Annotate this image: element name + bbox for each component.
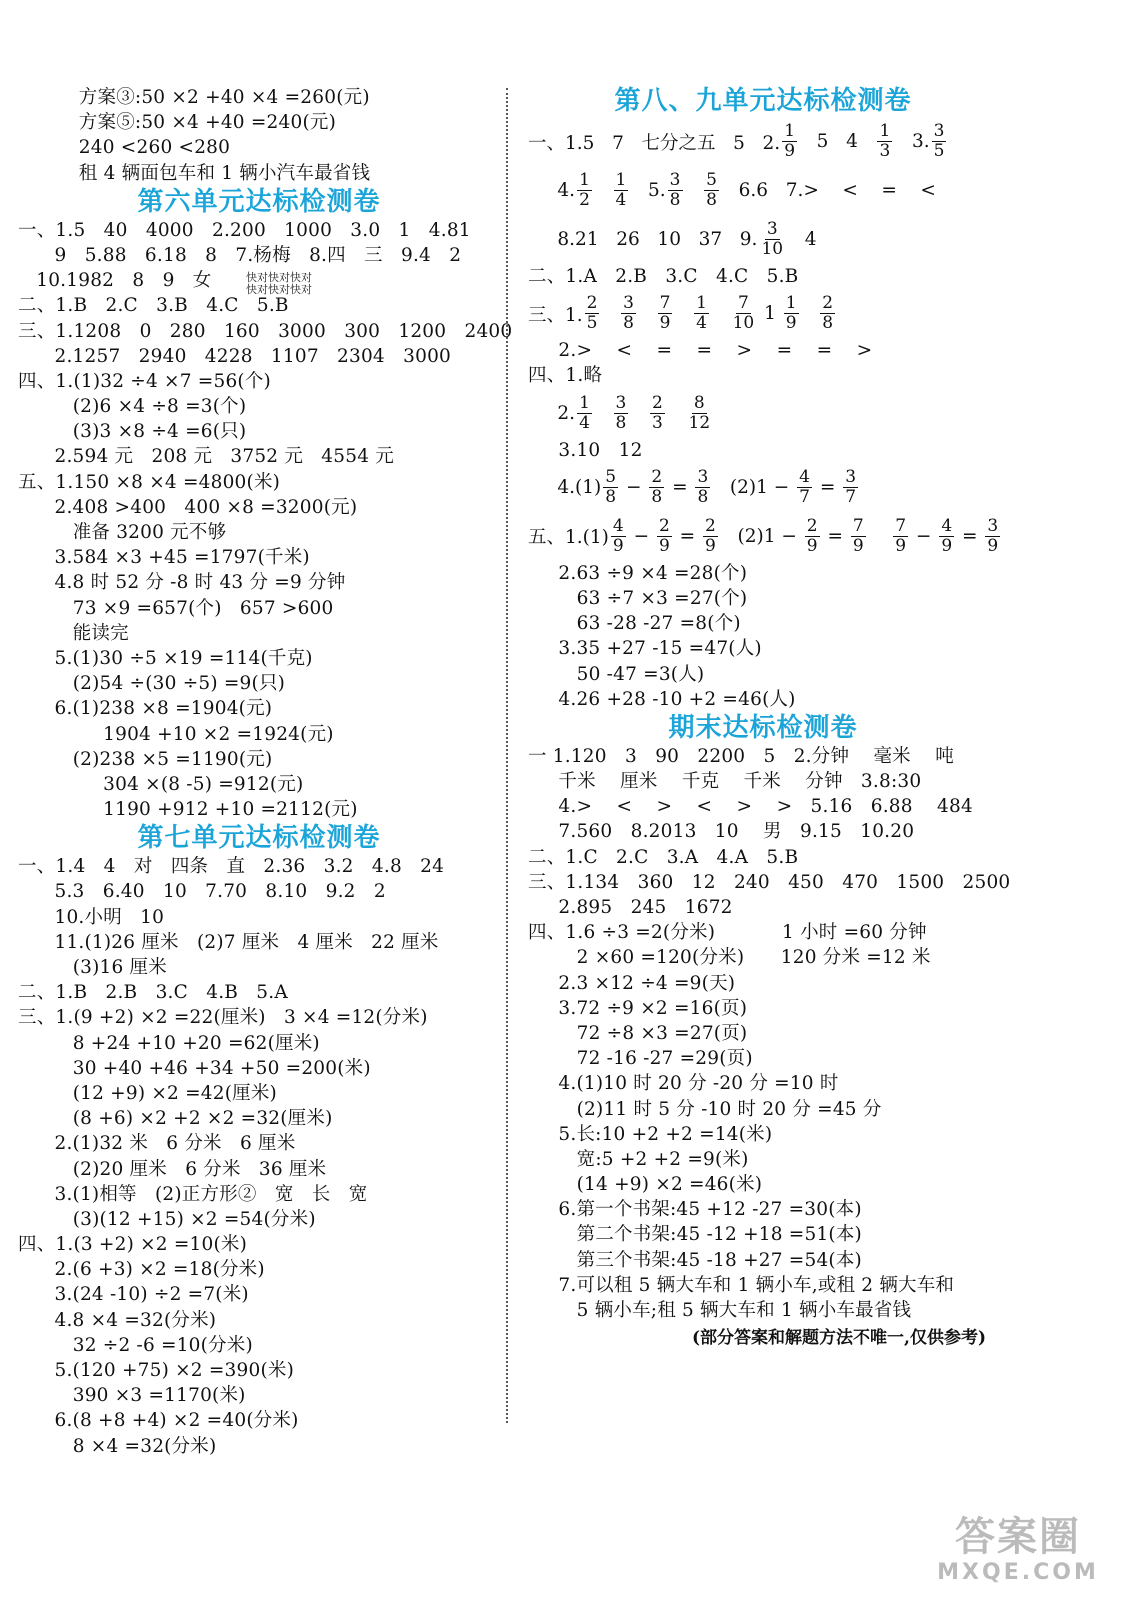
answer-line: 租 4 辆面包车和 1 辆小汽车最省钱: [18, 162, 371, 184]
fraction: $\frac{2}{8}$: [822, 293, 834, 334]
fraction: $\frac{1}{4}$: [615, 170, 627, 210]
answer-line: (3)3 ×8 ÷4 =6(只): [18, 421, 247, 443]
answer-line: 2.1257 2940 4228 1107 2304 3000: [18, 345, 452, 367]
answer-text: 1: [758, 303, 782, 325]
fraction: $\frac{1}{4}$: [579, 392, 590, 433]
fraction: $\frac{3}{5}$: [933, 121, 945, 161]
final-block: [528, 744, 1011, 1323]
answer-line: 二、1.B 2.C 3.B 4.C 5.B: [18, 295, 289, 317]
answer-line: (2)54 ÷(30 ÷5) =9(只): [18, 673, 286, 695]
answer-line: 2.408 >400 400 ×8 =3200(元): [18, 496, 358, 518]
answer-line: 3.584 ×3 +45 =1797(千米): [18, 547, 310, 569]
answer-text: 6.6 7.> < = <: [720, 180, 936, 201]
answer-line: 四、1.(1)32 ÷4 ×7 =56(个): [18, 370, 271, 392]
answer-line: 4.26 +28 -10 +2 =46(人): [528, 688, 796, 710]
answer-text: 8.21 26 10 37 9.: [528, 229, 758, 250]
answer-line: 9 5.88 6.18 8 7.杨梅 8.四 三 9.4 2: [18, 244, 462, 266]
answer-line: (12 +9) ×2 =42(厘米): [18, 1082, 277, 1104]
fraction: $\frac{4}{7}$: [799, 466, 810, 507]
fraction: $\frac{1}{4}$: [696, 293, 707, 334]
answer-line: 第二个书架:45 -12 +18 =51(本): [528, 1224, 862, 1246]
answer-line: (3)16 厘米: [18, 957, 167, 978]
fraction: $\frac{2}{9}$: [705, 515, 716, 556]
answer-line: (2)11 时 5 分 -10 时 20 分 =45 分: [528, 1098, 882, 1120]
answer-line: 方案⑤:50 ×4 +40 =240(元): [18, 112, 336, 134]
fraction: $\frac{3}{8}$: [615, 392, 627, 433]
answer-text: 5 4: [799, 131, 876, 152]
answer-line: 准备 3200 元不够: [18, 522, 227, 543]
right-column: [528, 85, 1011, 1353]
fraction: $\frac{1}{2}$: [579, 170, 590, 210]
answer-line: 390 ×3 =1170(米): [18, 1385, 246, 1407]
answer-line: 2.(6 +3) ×2 =18(分米): [18, 1259, 265, 1281]
answer-text: (2)1 −: [719, 525, 803, 547]
answer-line: 3.(1)相等 (2)正方形② 宽 长 宽: [18, 1183, 368, 1205]
fraction: $\frac{2}{8}$: [651, 466, 663, 507]
section-title-unit89: 第八、九单元达标检测卷: [614, 86, 912, 116]
fraction: $\frac{1}{9}$: [784, 121, 796, 161]
answer-line: 千米 厘米 千克 千米 分钟 3.8:30: [528, 771, 922, 793]
answer-text: (2)1 −: [712, 476, 796, 498]
answer-row: [528, 389, 998, 438]
answer-line: 3.(24 -10) ÷2 =7(米): [18, 1284, 249, 1306]
answer-line: 5.3 6.40 10 7.70 8.10 9.2 2: [18, 881, 386, 903]
answer-line: 5.(1)30 ÷5 ×19 =114(千克): [18, 647, 313, 669]
left-column: [18, 85, 513, 1459]
answer-row: [528, 166, 998, 215]
answer-line: 3.10 12: [528, 439, 643, 461]
watermark-text: 答案圈: [955, 1514, 1081, 1560]
answer-line: 6.第一个书架:45 +12 -27 =30(本): [528, 1199, 862, 1221]
fraction: $\frac{3}{8}$: [623, 293, 634, 334]
scribble-line: 快对快对快对: [246, 282, 312, 296]
answer-line: 73 ×9 =657(个) 657 >600: [18, 597, 334, 619]
answer-line: 8 +24 +10 +20 =62(厘米): [18, 1032, 320, 1054]
fraction: $\frac{3}{8}$: [669, 170, 681, 210]
section-title-unit6: 第六单元达标检测卷: [137, 186, 381, 217]
answer-text: 4: [787, 229, 817, 250]
answer-text: 5.: [630, 180, 666, 201]
fraction: $\frac{7}{9}$: [659, 293, 671, 334]
answer-line: 240 <260 <280: [18, 137, 231, 159]
answer-line: 能读完: [18, 622, 129, 644]
answer-line: 8 ×4 =32(分米): [18, 1435, 217, 1457]
fraction: $\frac{2}{5}$: [586, 293, 598, 334]
watermark-logo: [918, 1514, 1118, 1590]
footnote: (部分答案和解题方法不唯一,仅供参考): [691, 1328, 986, 1349]
answer-text: 三、1.: [528, 304, 583, 326]
answer-line: 30 +40 +46 +34 +50 =200(米): [18, 1057, 371, 1079]
answer-text: 4.: [528, 180, 576, 201]
answer-line: 2.895 245 1672: [528, 897, 733, 918]
fraction: $\frac{5}{8}$: [706, 170, 717, 210]
answer-text: 一、1.5 7 七分之五 5 2.: [528, 132, 781, 154]
answer-line: 4.8 ×4 =32(分米): [18, 1309, 217, 1331]
answer-line: 2.63 ÷9 ×4 =28(个): [528, 562, 748, 584]
answer-line: 二、1.B 2.B 3.C 4.B 5.A: [18, 982, 288, 1004]
answer-line: 50 -47 =3(人): [528, 663, 705, 685]
answer-line: 2.(1)32 米 6 分米 6 厘米: [18, 1133, 296, 1155]
answer-line: 10.小明 10: [18, 906, 165, 928]
answer-line: 5 辆小车;租 5 辆大车和 1 辆小车最省钱: [528, 1300, 912, 1321]
answer-line: 32 ÷2 -6 =10(分米): [18, 1334, 253, 1356]
fraction: $\frac{4}{9}$: [612, 515, 624, 556]
answer-line: 1190 +912 +10 =2112(元): [18, 799, 358, 821]
answer-line: (8 +6) ×2 +2 ×2 =32(厘米): [18, 1108, 333, 1130]
answer-line: 6.(1)238 ×8 =1904(元): [18, 698, 273, 720]
answer-line: 4.> < > < > > 5.16 6.88 484: [528, 796, 973, 818]
unit6-block: [18, 218, 513, 823]
answer-line: 11.(1)26 厘米 (2)7 厘米 4 厘米 22 厘米: [18, 931, 439, 953]
answer-text: 3.: [894, 131, 930, 152]
fraction: $\frac{3}{9}$: [987, 515, 999, 556]
answer-line: 二、1.C 2.C 3.A 4.A 5.B: [528, 846, 799, 868]
answer-line: 304 ×(8 -5) =912(元): [18, 773, 304, 795]
answer-line: (2)20 厘米 6 分米 36 厘米: [18, 1158, 327, 1180]
answer-line: (2)238 ×5 =1190(元): [18, 748, 273, 770]
answer-line: 10.1982 8 9 女: [18, 270, 212, 292]
answer-row: [528, 215, 998, 264]
answer-line: 三、1.1208 0 280 160 3000 300 1200 2400: [18, 320, 513, 342]
answer-line: 63 ÷7 ×3 =27(个): [528, 587, 748, 609]
answer-line: 2 ×60 =120(分米) 120 分米 =12 米: [528, 947, 931, 969]
fraction: $\frac{3}{7}$: [845, 466, 857, 507]
answer-line: 四、1.略: [528, 365, 603, 387]
answer-line: 一、1.5 40 4000 2.200 1000 3.0 1 4.81: [18, 219, 471, 241]
answer-line: 3.72 ÷9 ×2 =16(页): [528, 997, 748, 1019]
answer-text: 2.: [528, 402, 576, 424]
answer-line: 四、1.(3 +2) ×2 =10(米): [18, 1234, 248, 1256]
answer-line: 4.8 时 52 分 -8 时 43 分 =9 分钟: [18, 572, 346, 594]
answer-line: 2.3 ×12 ÷4 =9(天): [528, 972, 736, 994]
answer-line: 方案③:50 ×2 +40 ×4 =260(元): [18, 87, 370, 108]
fraction: $\frac{1}{3}$: [879, 121, 891, 161]
answer-line: 5.(120 +75) ×2 =390(米): [18, 1360, 294, 1381]
fraction: $\frac{8}{12}$: [688, 392, 711, 433]
answer-line: 6.(8 +8 +4) ×2 =40(分米): [18, 1410, 299, 1432]
fraction: $\frac{4}{9}$: [941, 515, 953, 556]
answer-line: 7.可以租 5 辆大车和 1 辆小车,或租 2 辆大车和: [528, 1274, 955, 1296]
answer-row: 五、1.(1) $\frac{4}{9}$ − $\frac{2}{9}$ = $\frac{2}{9}$ (2)1 − $\frac{2}{9}$ = $\frac{7}{9}$ $\frac{7}{9}$ − $\frac{4}{9}$ = $\frac{3}{9}$: [528, 515, 999, 556]
answer-line: 7.560 8.2013 10 男 9.15 10.20: [528, 821, 915, 843]
fraction: $\frac{2}{3}$: [652, 392, 663, 433]
column-divider: [506, 88, 508, 1423]
unit89-lines: [528, 561, 998, 712]
answer-line: (14 +9) ×2 =46(米): [528, 1174, 763, 1196]
answer-line: 1904 +10 ×2 =1924(元): [18, 723, 334, 745]
fraction: $\frac{1}{9}$: [785, 293, 797, 334]
answer-line: 三、1.134 360 12 240 450 470 1500 2500: [528, 871, 1011, 893]
answer-line: 72 -16 -27 =29(页): [528, 1048, 753, 1070]
answer-row: [528, 289, 998, 338]
intro-block: [18, 85, 500, 186]
answer-line: 72 ÷8 ×3 =27(页): [528, 1022, 748, 1044]
answer-line: (3)(12 +15) ×2 =54(分米): [18, 1208, 316, 1230]
fraction: $\frac{7}{9}$: [852, 515, 864, 556]
unit7-block: [18, 854, 500, 1459]
fraction: $\frac{3}{8}$: [697, 466, 709, 507]
fraction: $\frac{7}{9}$: [895, 515, 907, 556]
answer-line: 一 1.120 3 90 2200 5 2.分钟 毫米 吨: [528, 745, 954, 767]
answer-row: [528, 117, 998, 166]
watermark-url: MXQE.COM: [937, 1560, 1099, 1585]
answer-line: 四、1.6 ÷3 =2(分米) 1 小时 =60 分钟: [528, 922, 927, 944]
answer-text: 4.(1): [528, 476, 602, 498]
answer-line: 一、1.4 4 对 四条 直 2.36 3.2 4.8 24: [18, 856, 445, 878]
answer-line: 63 -28 -27 =8(个): [528, 613, 741, 635]
section-title-final: 期末达标检测卷: [668, 712, 858, 743]
answer-line: 五、1.150 ×8 ×4 =4800(米): [18, 471, 281, 493]
answer-line: 2.594 元 208 元 3752 元 4554 元: [18, 446, 394, 468]
answer-line: (2)6 ×4 ÷8 =3(个): [18, 396, 247, 418]
fraction: $\frac{7}{10}$: [732, 293, 755, 334]
scribble-mark: [246, 272, 312, 296]
answer-line: 5.长:10 +2 +2 =14(米): [528, 1123, 773, 1145]
scribble-line: 快对快对快对: [246, 270, 312, 284]
answer-line: 3.35 +27 -15 =47(人): [528, 638, 762, 660]
answer-line: 三、1.(9 +2) ×2 =22(厘米) 3 ×4 =12(分米): [18, 1007, 428, 1029]
fraction: $\frac{2}{9}$: [806, 515, 818, 556]
section-title-unit7: 第七单元达标检测卷: [137, 823, 381, 854]
answer-row: 4.(1) $\frac{5}{8}$ − $\frac{2}{8}$ = $\frac{3}{8}$ (2)1 − $\frac{4}{7}$ = $\frac{3}{7}$: [528, 466, 857, 507]
answer-text: 五、1.(1): [528, 527, 609, 549]
answer-line: 宽:5 +2 +2 =9(米): [528, 1148, 749, 1170]
fraction: $\frac{3}{10}$: [761, 219, 784, 259]
answer-line: 第三个书架:45 -18 +27 =54(本): [528, 1249, 862, 1271]
fraction: $\frac{2}{9}$: [658, 515, 670, 556]
fraction: $\frac{5}{8}$: [605, 466, 617, 507]
answer-line: 4.(1)10 时 20 分 -20 分 =10 时: [528, 1073, 839, 1095]
answer-line: 二、1.A 2.B 3.C 4.C 5.B: [528, 266, 799, 287]
answer-line: 2.> < = = > = = >: [528, 340, 873, 362]
